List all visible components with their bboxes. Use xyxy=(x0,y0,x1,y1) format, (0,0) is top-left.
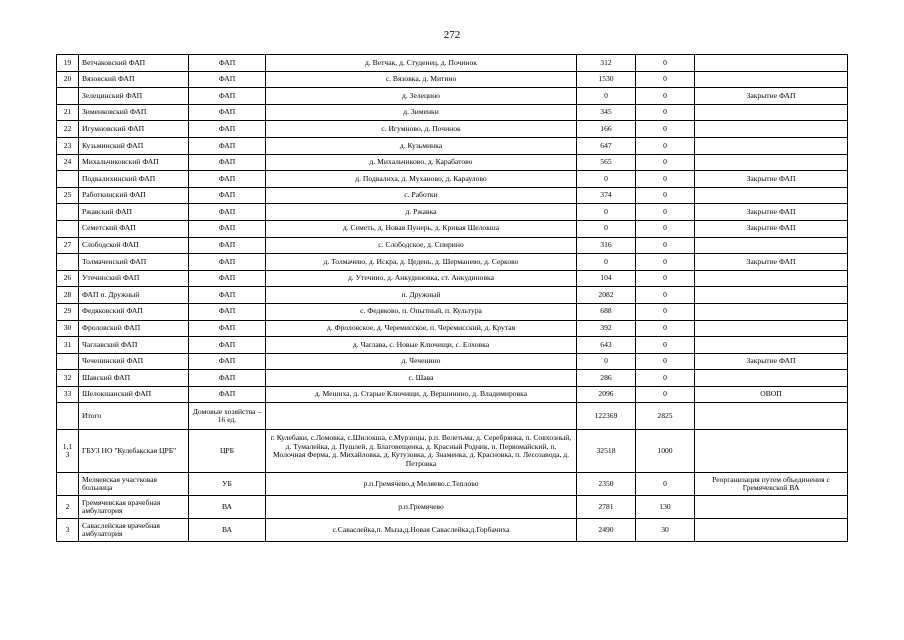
table-row xyxy=(57,187,848,204)
table-row xyxy=(57,254,848,271)
population: 32518 xyxy=(577,430,636,473)
facility-type: ФАП xyxy=(189,204,266,221)
count-value: 0 xyxy=(636,154,695,171)
row-number xyxy=(57,473,79,496)
table-row xyxy=(57,430,848,473)
count-value: 0 xyxy=(636,220,695,237)
row-number xyxy=(57,220,79,237)
population: 345 xyxy=(577,104,636,121)
population: 0 xyxy=(577,171,636,188)
table-row xyxy=(57,303,848,320)
count-value: 0 xyxy=(636,55,695,72)
localities-served: с. Работки xyxy=(266,187,577,204)
facility-type: ФАП xyxy=(189,121,266,138)
population: 2781 xyxy=(577,496,636,519)
count-value: 0 xyxy=(636,386,695,403)
population: 2082 xyxy=(577,287,636,304)
count-value: 0 xyxy=(636,187,695,204)
localities-served: д. Чаглава, с. Новые Ключищи, с. Елховка xyxy=(266,337,577,354)
row-number: 27 xyxy=(57,237,79,254)
count-value: 0 xyxy=(636,353,695,370)
note xyxy=(695,337,848,354)
note xyxy=(695,55,848,72)
row-number xyxy=(57,171,79,188)
population: 0 xyxy=(577,88,636,105)
note xyxy=(695,320,848,337)
facility-name: Фроловский ФАП xyxy=(79,320,189,337)
count-value: 0 xyxy=(636,303,695,320)
localities-served: с.Саваслейка,п. Мыза,д.Новая Саваслейка,д.Горбачиха xyxy=(266,519,577,542)
localities-served: с. Игумново, д. Починок xyxy=(266,121,577,138)
population: 122369 xyxy=(577,403,636,430)
note xyxy=(695,71,848,88)
facility-name: Меляевская участковая больница xyxy=(79,473,189,496)
population: 1530 xyxy=(577,71,636,88)
note: Закрытие ФАП xyxy=(695,88,848,105)
facility-name: Работкинский ФАП xyxy=(79,187,189,204)
row-number xyxy=(57,403,79,430)
localities-served: р.п.Гремячево xyxy=(266,496,577,519)
population: 0 xyxy=(577,353,636,370)
localities-served: д. Толмачево, д. Искра, д. Цедень, д. Шерманево, д. Серково xyxy=(266,254,577,271)
facility-type: ФАП xyxy=(189,187,266,204)
localities-served: п. Дружный xyxy=(266,287,577,304)
note xyxy=(695,403,848,430)
facility-name: Кузьминский ФАП xyxy=(79,137,189,154)
note: ОВОП xyxy=(695,386,848,403)
count-value: 0 xyxy=(636,287,695,304)
row-number: 2 xyxy=(57,496,79,519)
facility-name: ГБУЗ НО "Кулебакская ЦРБ" xyxy=(79,430,189,473)
table-row xyxy=(57,171,848,188)
population: 316 xyxy=(577,237,636,254)
row-number: 29 xyxy=(57,303,79,320)
table-row xyxy=(57,337,848,354)
facility-type: ФАП xyxy=(189,55,266,72)
localities-served: д. Мешиха, д. Старые Ключищи, д. Вершинино, д. Владимировка xyxy=(266,386,577,403)
note xyxy=(695,303,848,320)
facility-name: Семетский ФАП xyxy=(79,220,189,237)
localities-served: р.п.Гремячево.д Меляево.с.Теплово xyxy=(266,473,577,496)
population: 688 xyxy=(577,303,636,320)
facility-name: Шелокшанский ФАП xyxy=(79,386,189,403)
facility-name: Подвалихинский ФАП xyxy=(79,171,189,188)
table-row xyxy=(57,204,848,221)
count-value: 0 xyxy=(636,320,695,337)
row-number: 26 xyxy=(57,270,79,287)
facility-name: Зименковский ФАП xyxy=(79,104,189,121)
facility-type: ФАП xyxy=(189,287,266,304)
localities-served: д. Зелецино xyxy=(266,88,577,105)
table-row xyxy=(57,121,848,138)
count-value: 0 xyxy=(636,337,695,354)
population: 647 xyxy=(577,137,636,154)
row-number: 32 xyxy=(57,370,79,387)
row-number: 31 xyxy=(57,337,79,354)
row-number: 1,1 3 xyxy=(57,430,79,473)
population: 312 xyxy=(577,55,636,72)
localities-served: с. Федяково, п. Опытный, п. Культура xyxy=(266,303,577,320)
note xyxy=(695,270,848,287)
note: Закрытие ФАП xyxy=(695,254,848,271)
count-value: 2825 xyxy=(636,403,695,430)
row-number: 20 xyxy=(57,71,79,88)
note xyxy=(695,370,848,387)
facility-type: ВА xyxy=(189,519,266,542)
facility-type: ФАП xyxy=(189,237,266,254)
note xyxy=(695,519,848,542)
table-row xyxy=(57,237,848,254)
row-number: 33 xyxy=(57,386,79,403)
population: 374 xyxy=(577,187,636,204)
localities-served: с. Вязовка, д. Митино xyxy=(266,71,577,88)
facility-name: Итого xyxy=(79,403,189,430)
row-number: 21 xyxy=(57,104,79,121)
table-row xyxy=(57,220,848,237)
facility-name: Вязовский ФАП xyxy=(79,71,189,88)
localities-served: д. Ветчак, д. Студенец, д. Починок xyxy=(266,55,577,72)
population: 392 xyxy=(577,320,636,337)
facility-type: ФАП xyxy=(189,353,266,370)
table-row xyxy=(57,88,848,105)
table-row xyxy=(57,519,848,542)
row-number: 30 xyxy=(57,320,79,337)
count-value: 0 xyxy=(636,370,695,387)
population: 0 xyxy=(577,254,636,271)
row-number: 3 xyxy=(57,519,79,542)
facility-type: ФАП xyxy=(189,88,266,105)
localities-served: с. Шава xyxy=(266,370,577,387)
note xyxy=(695,237,848,254)
table-row xyxy=(57,403,848,430)
facility-type: ФАП xyxy=(189,137,266,154)
facility-type: ФАП xyxy=(189,303,266,320)
localities-served: д. Чеченино xyxy=(266,353,577,370)
count-value: 0 xyxy=(636,254,695,271)
localities-served: д. Зименки xyxy=(266,104,577,121)
note: Закрытие ФАП xyxy=(695,220,848,237)
population: 104 xyxy=(577,270,636,287)
localities-served: д. Утечино, д. Анкудиновка, ст. Анкудиновка xyxy=(266,270,577,287)
note: Закрытие ФАП xyxy=(695,353,848,370)
facility-type: Домовые хозяйства – 16 ед. xyxy=(189,403,266,430)
row-number: 22 xyxy=(57,121,79,138)
note: Закрытие ФАП xyxy=(695,204,848,221)
facility-type: УБ xyxy=(189,473,266,496)
facility-type: ФАП xyxy=(189,154,266,171)
localities-served: с. Слободское, д. Спирино xyxy=(266,237,577,254)
row-number: 24 xyxy=(57,154,79,171)
facility-type: ЦРБ xyxy=(189,430,266,473)
count-value: 0 xyxy=(636,237,695,254)
population: 2490 xyxy=(577,519,636,542)
row-number: 28 xyxy=(57,287,79,304)
page-number: 272 xyxy=(443,29,461,41)
note xyxy=(695,104,848,121)
count-value: 0 xyxy=(636,137,695,154)
row-number: 25 xyxy=(57,187,79,204)
table-row xyxy=(57,287,848,304)
note xyxy=(695,137,848,154)
note: Реорганизация путем объединения с Гремячевской ВА xyxy=(695,473,848,496)
localities-served: д. Фроловское, д. Черемисское, п. Черемисский, д. Крутая xyxy=(266,320,577,337)
count-value: 0 xyxy=(636,121,695,138)
facility-name: Ржавский ФАП xyxy=(79,204,189,221)
facility-name: Слободской ФАП xyxy=(79,237,189,254)
table-row xyxy=(57,71,848,88)
count-value: 0 xyxy=(636,88,695,105)
facility-type: ФАП xyxy=(189,320,266,337)
row-number xyxy=(57,353,79,370)
note xyxy=(695,154,848,171)
note xyxy=(695,187,848,204)
localities-served: д. Ржавка xyxy=(266,204,577,221)
facilities-table xyxy=(56,54,848,542)
population: 2096 xyxy=(577,386,636,403)
facility-type: ФАП xyxy=(189,254,266,271)
count-value: 1000 xyxy=(636,430,695,473)
population: 565 xyxy=(577,154,636,171)
facility-name: Чаглавский ФАП xyxy=(79,337,189,354)
table-row xyxy=(57,353,848,370)
facility-name: ФАП п. Дружный xyxy=(79,287,189,304)
population: 0 xyxy=(577,220,636,237)
note xyxy=(695,287,848,304)
table-row xyxy=(57,137,848,154)
table-row xyxy=(57,154,848,171)
count-value: 0 xyxy=(636,171,695,188)
localities-served xyxy=(266,403,577,430)
facility-type: ФАП xyxy=(189,171,266,188)
facility-type: ФАП xyxy=(189,386,266,403)
count-value: 0 xyxy=(636,204,695,221)
facility-name: Саваслейская врачебная амбулатория xyxy=(79,519,189,542)
facility-type: ФАП xyxy=(189,220,266,237)
table-row xyxy=(57,55,848,72)
localities-served: д. Михальчиково, д. Карабатово xyxy=(266,154,577,171)
note xyxy=(695,121,848,138)
facility-name: Гремячевская врачебная амбулатория xyxy=(79,496,189,519)
facility-name: Зелецинский ФАП xyxy=(79,88,189,105)
table-row xyxy=(57,104,848,121)
localities-served: д. Кузьминка xyxy=(266,137,577,154)
localities-served: д. Семеть, д. Новая Пунерь, д. Кривая Шелокша xyxy=(266,220,577,237)
facility-name: Утечинский ФАП xyxy=(79,270,189,287)
population: 0 xyxy=(577,204,636,221)
population: 2350 xyxy=(577,473,636,496)
count-value: 0 xyxy=(636,473,695,496)
facility-name: Толмаченский ФАП xyxy=(79,254,189,271)
table-row xyxy=(57,370,848,387)
facility-name: Федяковский ФАП xyxy=(79,303,189,320)
count-value: 30 xyxy=(636,519,695,542)
row-number xyxy=(57,254,79,271)
count-value: 0 xyxy=(636,270,695,287)
facility-name: Игумновский ФАП xyxy=(79,121,189,138)
facility-type: ФАП xyxy=(189,270,266,287)
facility-name: Михальчиковский ФАП xyxy=(79,154,189,171)
row-number: 23 xyxy=(57,137,79,154)
population: 643 xyxy=(577,337,636,354)
table-row xyxy=(57,386,848,403)
table-row xyxy=(57,473,848,496)
note xyxy=(695,496,848,519)
count-value: 130 xyxy=(636,496,695,519)
count-value: 0 xyxy=(636,104,695,121)
table-row xyxy=(57,496,848,519)
facility-type: ВА xyxy=(189,496,266,519)
localities-served: г. Кулебаки, с.Ломовка, с.Шилокша, с.Мурзицы, р.п. Велетьма, д. Серебрянка, п. Совхозный, д. Тумалейка, д. Пушлей, д. Благовещенка, д. Красный Родник, п. Первомайский, п. Молочная Ферма, д. Михайловка, д. Кутузовка, д. Знаменка, д. Красновка, п. Лесозавода, д. Петровка xyxy=(266,430,577,473)
facility-type: ФАП xyxy=(189,104,266,121)
facility-type: ФАП xyxy=(189,71,266,88)
table-row xyxy=(57,320,848,337)
row-number: 19 xyxy=(57,55,79,72)
row-number xyxy=(57,204,79,221)
note: Закрытие ФАП xyxy=(695,171,848,188)
population: 166 xyxy=(577,121,636,138)
population: 286 xyxy=(577,370,636,387)
table-row xyxy=(57,270,848,287)
localities-served: д. Подвалиха, д. Муханово, д. Караулово xyxy=(266,171,577,188)
facility-name: Шавский ФАП xyxy=(79,370,189,387)
count-value: 0 xyxy=(636,71,695,88)
facility-type: ФАП xyxy=(189,370,266,387)
facility-type: ФАП xyxy=(189,337,266,354)
row-number xyxy=(57,88,79,105)
facility-name: Ветчаковский ФАП xyxy=(79,55,189,72)
facility-name: Чеченинский ФАП xyxy=(79,353,189,370)
note xyxy=(695,430,848,473)
